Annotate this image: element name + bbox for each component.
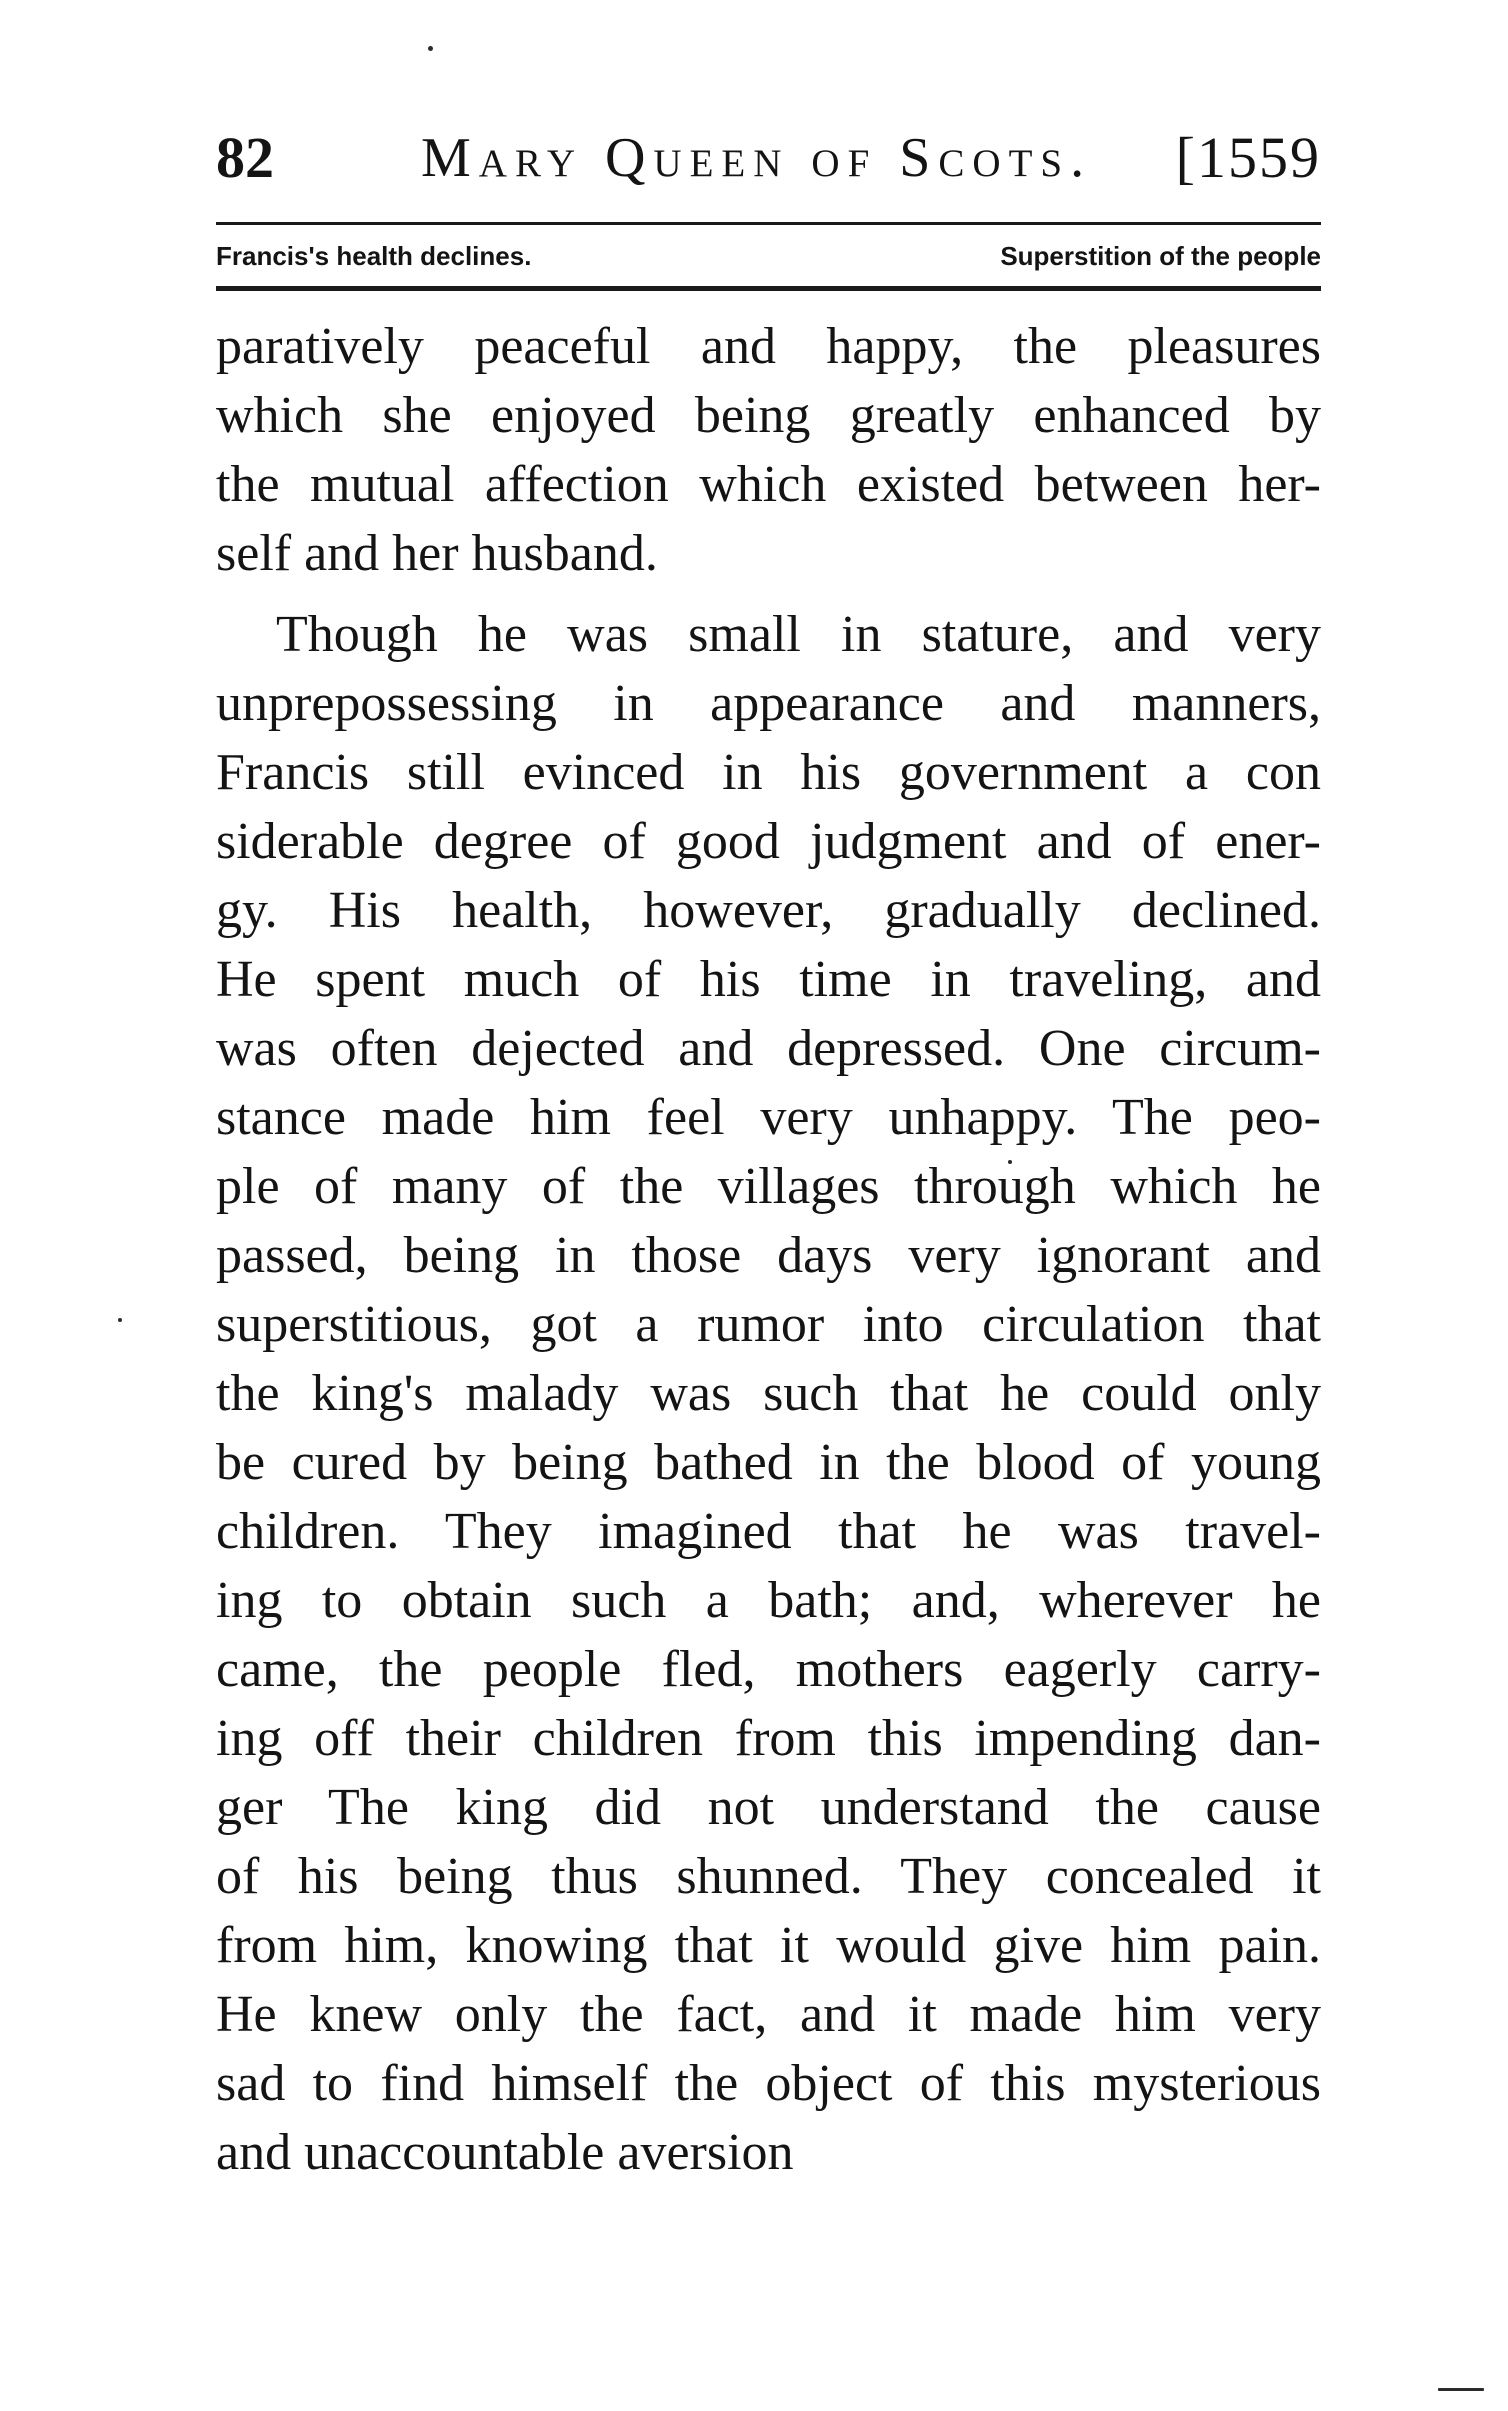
text-line: passed, being in those days very ignorant and bbox=[216, 1227, 1321, 1284]
book-title: Mary Queen of Scots. bbox=[421, 127, 1093, 189]
header-rule bbox=[216, 222, 1321, 225]
text-line: ing off their children from this impending dan- bbox=[216, 1710, 1321, 1767]
print-speck bbox=[428, 46, 433, 51]
subheading-rule bbox=[216, 286, 1321, 291]
text-line: ing to obtain such a bath; and, wherever he bbox=[216, 1572, 1321, 1629]
text-line: unprepossessing in appearance and manners, bbox=[216, 675, 1321, 732]
side-headings bbox=[216, 236, 1321, 276]
year-label: [1559 bbox=[1175, 125, 1321, 190]
text-line: of his being thus shunned. They concealed it bbox=[216, 1848, 1321, 1905]
page-number: 82 bbox=[216, 125, 274, 190]
text-line: siderable degree of good judgment and of ener- bbox=[216, 813, 1321, 870]
text-line: self and her husband. bbox=[216, 525, 658, 582]
paragraph bbox=[216, 600, 1321, 2187]
text-line: gy. His health, however, gradually declined. bbox=[216, 882, 1321, 939]
text-line: ger The king did not understand the cause bbox=[216, 1779, 1321, 1836]
text-line: which she enjoyed being greatly enhanced by bbox=[216, 387, 1321, 444]
text-line: He knew only the fact, and it made him very bbox=[216, 1986, 1321, 2043]
text-line: ple of many of the villages through which he bbox=[216, 1158, 1321, 1215]
text-line: the mutual affection which existed between her- bbox=[216, 456, 1321, 513]
text-line: Francis still evinced in his government a con bbox=[216, 744, 1321, 801]
text-line: He spent much of his time in traveling, and bbox=[216, 951, 1321, 1008]
text-line: be cured by being bathed in the blood of young bbox=[216, 1434, 1321, 1491]
text-line: stance made him feel very unhappy. The peo- bbox=[216, 1089, 1321, 1146]
text-line: children. They imagined that he was travel- bbox=[216, 1503, 1321, 1560]
left-subheading: Francis's health declines. bbox=[216, 241, 532, 271]
right-subheading: Superstition of the people bbox=[1000, 241, 1321, 271]
text-line: paratively peaceful and happy, the pleasures bbox=[216, 318, 1321, 375]
text-line: Though he was small in stature, and very bbox=[276, 606, 1321, 663]
text-line: came, the people fled, mothers eagerly carry- bbox=[216, 1641, 1321, 1698]
text-line: and unaccountable aversion bbox=[216, 2124, 794, 2181]
running-head bbox=[216, 118, 1321, 198]
text-line: the king's malady was such that he could only bbox=[216, 1365, 1321, 1422]
text-line: from him, knowing that it would give him pain. bbox=[216, 1917, 1321, 1974]
text-line: was often dejected and depressed. One circum- bbox=[216, 1020, 1321, 1077]
text-line: superstitious, got a rumor into circulation that bbox=[216, 1296, 1321, 1353]
print-speck bbox=[118, 1318, 122, 1322]
print-speck bbox=[1438, 2388, 1484, 2391]
paragraph bbox=[216, 312, 1321, 588]
body-text bbox=[216, 312, 1321, 2187]
text-line: sad to find himself the object of this mysterious bbox=[216, 2055, 1321, 2112]
